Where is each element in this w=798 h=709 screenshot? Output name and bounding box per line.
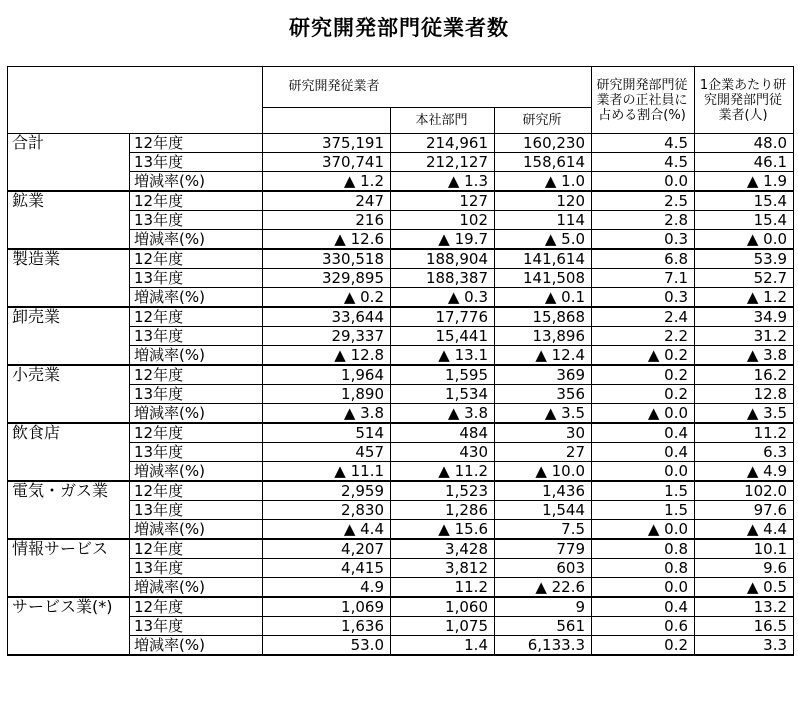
value-cell: 52.7 xyxy=(695,269,794,288)
value-cell: ▲ 12.4 xyxy=(495,346,592,366)
industry-name: 合計 xyxy=(8,134,130,192)
row-label: 増減率(%) xyxy=(130,462,263,482)
value-cell: 0.4 xyxy=(592,443,695,462)
value-cell: 2.4 xyxy=(592,307,695,327)
value-cell: ▲ 22.6 xyxy=(495,578,592,598)
value-cell: 1,075 xyxy=(391,617,495,636)
value-cell: 102.0 xyxy=(695,481,794,501)
value-cell: 2,830 xyxy=(263,501,391,520)
value-cell: 212,127 xyxy=(391,153,495,172)
value-cell: ▲ 1.2 xyxy=(695,288,794,308)
table-row xyxy=(8,191,794,211)
value-cell: 1,544 xyxy=(495,501,592,520)
value-cell: 2,959 xyxy=(263,481,391,501)
value-cell: 30 xyxy=(495,423,592,443)
table-row xyxy=(8,481,794,501)
value-cell: 53.9 xyxy=(695,249,794,269)
value-cell: 3,428 xyxy=(391,539,495,559)
value-cell: 0.2 xyxy=(592,636,695,656)
row-label: 増減率(%) xyxy=(130,636,263,656)
value-cell: ▲ 0.2 xyxy=(263,288,391,308)
header-hq: 本社部門 xyxy=(391,108,495,134)
value-cell: 53.0 xyxy=(263,636,391,656)
row-label: 増減率(%) xyxy=(130,230,263,250)
table-row xyxy=(8,307,794,327)
value-cell: ▲ 10.0 xyxy=(495,462,592,482)
value-cell: 1,286 xyxy=(391,501,495,520)
value-cell: 1.5 xyxy=(592,501,695,520)
value-cell: ▲ 1.2 xyxy=(263,172,391,192)
row-label: 12年度 xyxy=(130,423,263,443)
value-cell: 329,895 xyxy=(263,269,391,288)
row-label: 12年度 xyxy=(130,191,263,211)
value-cell: 0.8 xyxy=(592,539,695,559)
row-label: 12年度 xyxy=(130,307,263,327)
value-cell: 457 xyxy=(263,443,391,462)
row-label: 増減率(%) xyxy=(130,288,263,308)
value-cell: ▲ 0.0 xyxy=(592,404,695,424)
table-row xyxy=(8,597,794,617)
value-cell: 4,415 xyxy=(263,559,391,578)
row-label: 増減率(%) xyxy=(130,520,263,540)
value-cell: 16.5 xyxy=(695,617,794,636)
value-cell: 6.8 xyxy=(592,249,695,269)
row-label: 13年度 xyxy=(130,501,263,520)
value-cell: 2.8 xyxy=(592,211,695,230)
value-cell: 1.4 xyxy=(391,636,495,656)
value-cell: 514 xyxy=(263,423,391,443)
value-cell: 48.0 xyxy=(695,134,794,153)
row-label: 12年度 xyxy=(130,481,263,501)
value-cell: 141,614 xyxy=(495,249,592,269)
value-cell: 15.4 xyxy=(695,211,794,230)
row-label: 増減率(%) xyxy=(130,346,263,366)
value-cell: 4.5 xyxy=(592,153,695,172)
value-cell: 2.5 xyxy=(592,191,695,211)
value-cell: 369 xyxy=(495,365,592,385)
row-label: 12年度 xyxy=(130,134,263,153)
value-cell: 0.2 xyxy=(592,385,695,404)
value-cell: 15.4 xyxy=(695,191,794,211)
table-row xyxy=(8,423,794,443)
industry-name: 卸売業 xyxy=(8,307,130,365)
row-label: 13年度 xyxy=(130,617,263,636)
value-cell: 114 xyxy=(495,211,592,230)
row-label: 増減率(%) xyxy=(130,404,263,424)
value-cell: ▲ 1.9 xyxy=(695,172,794,192)
value-cell: 15,868 xyxy=(495,307,592,327)
value-cell: 1,595 xyxy=(391,365,495,385)
header-total: 研究開発従業者 xyxy=(263,67,592,108)
value-cell: 7.5 xyxy=(495,520,592,540)
value-cell: 4,207 xyxy=(263,539,391,559)
value-cell: 370,741 xyxy=(263,153,391,172)
value-cell: ▲ 13.1 xyxy=(391,346,495,366)
value-cell: 430 xyxy=(391,443,495,462)
value-cell: ▲ 0.0 xyxy=(695,230,794,250)
row-label: 12年度 xyxy=(130,365,263,385)
value-cell: ▲ 4.4 xyxy=(695,520,794,540)
header-total-blank xyxy=(263,108,391,134)
row-label: 13年度 xyxy=(130,559,263,578)
industry-name: 飲食店 xyxy=(8,423,130,481)
value-cell: 16.2 xyxy=(695,365,794,385)
value-cell: ▲ 12.6 xyxy=(263,230,391,250)
value-cell: 0.4 xyxy=(592,597,695,617)
value-cell: 0.4 xyxy=(592,423,695,443)
value-cell: ▲ 1.0 xyxy=(495,172,592,192)
value-cell: ▲ 0.0 xyxy=(592,520,695,540)
value-cell: 6,133.3 xyxy=(495,636,592,656)
industry-name: 情報サービス xyxy=(8,539,130,597)
value-cell: ▲ 15.6 xyxy=(391,520,495,540)
value-cell: 0.8 xyxy=(592,559,695,578)
value-cell: 141,508 xyxy=(495,269,592,288)
value-cell: 4.5 xyxy=(592,134,695,153)
value-cell: 3,812 xyxy=(391,559,495,578)
value-cell: 1,636 xyxy=(263,617,391,636)
row-label: 13年度 xyxy=(130,443,263,462)
value-cell: 11.2 xyxy=(695,423,794,443)
value-cell: 27 xyxy=(495,443,592,462)
value-cell: 1.5 xyxy=(592,481,695,501)
value-cell: 0.2 xyxy=(592,365,695,385)
row-label: 13年度 xyxy=(130,153,263,172)
value-cell: 127 xyxy=(391,191,495,211)
value-cell: ▲ 3.5 xyxy=(695,404,794,424)
table-row xyxy=(8,249,794,269)
industry-name: 小売業 xyxy=(8,365,130,423)
value-cell: 9.6 xyxy=(695,559,794,578)
value-cell: 1,069 xyxy=(263,597,391,617)
employee-table xyxy=(7,66,794,656)
value-cell: 1,534 xyxy=(391,385,495,404)
value-cell: ▲ 1.3 xyxy=(391,172,495,192)
value-cell: 11.2 xyxy=(391,578,495,598)
value-cell: 34.9 xyxy=(695,307,794,327)
value-cell: 1,436 xyxy=(495,481,592,501)
value-cell: 102 xyxy=(391,211,495,230)
value-cell: 160,230 xyxy=(495,134,592,153)
value-cell: ▲ 12.8 xyxy=(263,346,391,366)
value-cell: 17,776 xyxy=(391,307,495,327)
value-cell: 375,191 xyxy=(263,134,391,153)
row-label: 13年度 xyxy=(130,327,263,346)
row-label: 増減率(%) xyxy=(130,172,263,192)
value-cell: 188,904 xyxy=(391,249,495,269)
value-cell: ▲ 0.5 xyxy=(695,578,794,598)
value-cell: 1,964 xyxy=(263,365,391,385)
row-label: 13年度 xyxy=(130,211,263,230)
value-cell: 29,337 xyxy=(263,327,391,346)
value-cell: 6.3 xyxy=(695,443,794,462)
value-cell: 356 xyxy=(495,385,592,404)
value-cell: 46.1 xyxy=(695,153,794,172)
value-cell: ▲ 3.8 xyxy=(263,404,391,424)
value-cell: 330,518 xyxy=(263,249,391,269)
table-row xyxy=(8,134,794,153)
value-cell: 0.0 xyxy=(592,578,695,598)
value-cell: 779 xyxy=(495,539,592,559)
industry-name: サービス業(*) xyxy=(8,597,130,655)
value-cell: 13.2 xyxy=(695,597,794,617)
industry-name: 鉱業 xyxy=(8,191,130,249)
value-cell: 247 xyxy=(263,191,391,211)
header-lab: 研究所 xyxy=(495,108,592,134)
value-cell: 561 xyxy=(495,617,592,636)
row-label: 12年度 xyxy=(130,249,263,269)
value-cell: ▲ 0.1 xyxy=(495,288,592,308)
value-cell: 2.2 xyxy=(592,327,695,346)
table-row xyxy=(8,365,794,385)
row-label: 13年度 xyxy=(130,269,263,288)
value-cell: ▲ 3.8 xyxy=(391,404,495,424)
value-cell: 1,890 xyxy=(263,385,391,404)
value-cell: 0.6 xyxy=(592,617,695,636)
page-title: 研究開発部門従業者数 xyxy=(289,16,509,40)
value-cell: 9 xyxy=(495,597,592,617)
table-row xyxy=(8,539,794,559)
value-cell: ▲ 4.9 xyxy=(695,462,794,482)
value-cell: 0.3 xyxy=(592,230,695,250)
row-label: 13年度 xyxy=(130,385,263,404)
value-cell: ▲ 11.1 xyxy=(263,462,391,482)
value-cell: 0.0 xyxy=(592,462,695,482)
value-cell: 214,961 xyxy=(391,134,495,153)
header-share: 研究開発部門従業者の正社員に占める割合(%) xyxy=(592,67,695,134)
value-cell: 4.9 xyxy=(263,578,391,598)
value-cell: ▲ 5.0 xyxy=(495,230,592,250)
value-cell: 484 xyxy=(391,423,495,443)
value-cell: 33,644 xyxy=(263,307,391,327)
value-cell: 13,896 xyxy=(495,327,592,346)
value-cell: ▲ 11.2 xyxy=(391,462,495,482)
row-label: 12年度 xyxy=(130,597,263,617)
value-cell: 216 xyxy=(263,211,391,230)
value-cell: 10.1 xyxy=(695,539,794,559)
header-per-company: 1企業あたり研究開発部門従業者(人) xyxy=(695,67,794,134)
value-cell: 15,441 xyxy=(391,327,495,346)
row-label: 12年度 xyxy=(130,539,263,559)
value-cell: 1,060 xyxy=(391,597,495,617)
value-cell: ▲ 0.3 xyxy=(391,288,495,308)
value-cell: ▲ 0.2 xyxy=(592,346,695,366)
value-cell: 1,523 xyxy=(391,481,495,501)
value-cell: 158,614 xyxy=(495,153,592,172)
value-cell: 0.0 xyxy=(592,172,695,192)
value-cell: 97.6 xyxy=(695,501,794,520)
value-cell: 188,387 xyxy=(391,269,495,288)
value-cell: ▲ 3.5 xyxy=(495,404,592,424)
value-cell: 603 xyxy=(495,559,592,578)
value-cell: 0.3 xyxy=(592,288,695,308)
value-cell: 31.2 xyxy=(695,327,794,346)
corner-cell xyxy=(8,67,263,134)
industry-name: 電気・ガス業 xyxy=(8,481,130,539)
value-cell: ▲ 3.8 xyxy=(695,346,794,366)
value-cell: 7.1 xyxy=(592,269,695,288)
industry-name: 製造業 xyxy=(8,249,130,307)
value-cell: 12.8 xyxy=(695,385,794,404)
value-cell: 3.3 xyxy=(695,636,794,656)
row-label: 増減率(%) xyxy=(130,578,263,598)
value-cell: ▲ 19.7 xyxy=(391,230,495,250)
value-cell: 120 xyxy=(495,191,592,211)
value-cell: ▲ 4.4 xyxy=(263,520,391,540)
